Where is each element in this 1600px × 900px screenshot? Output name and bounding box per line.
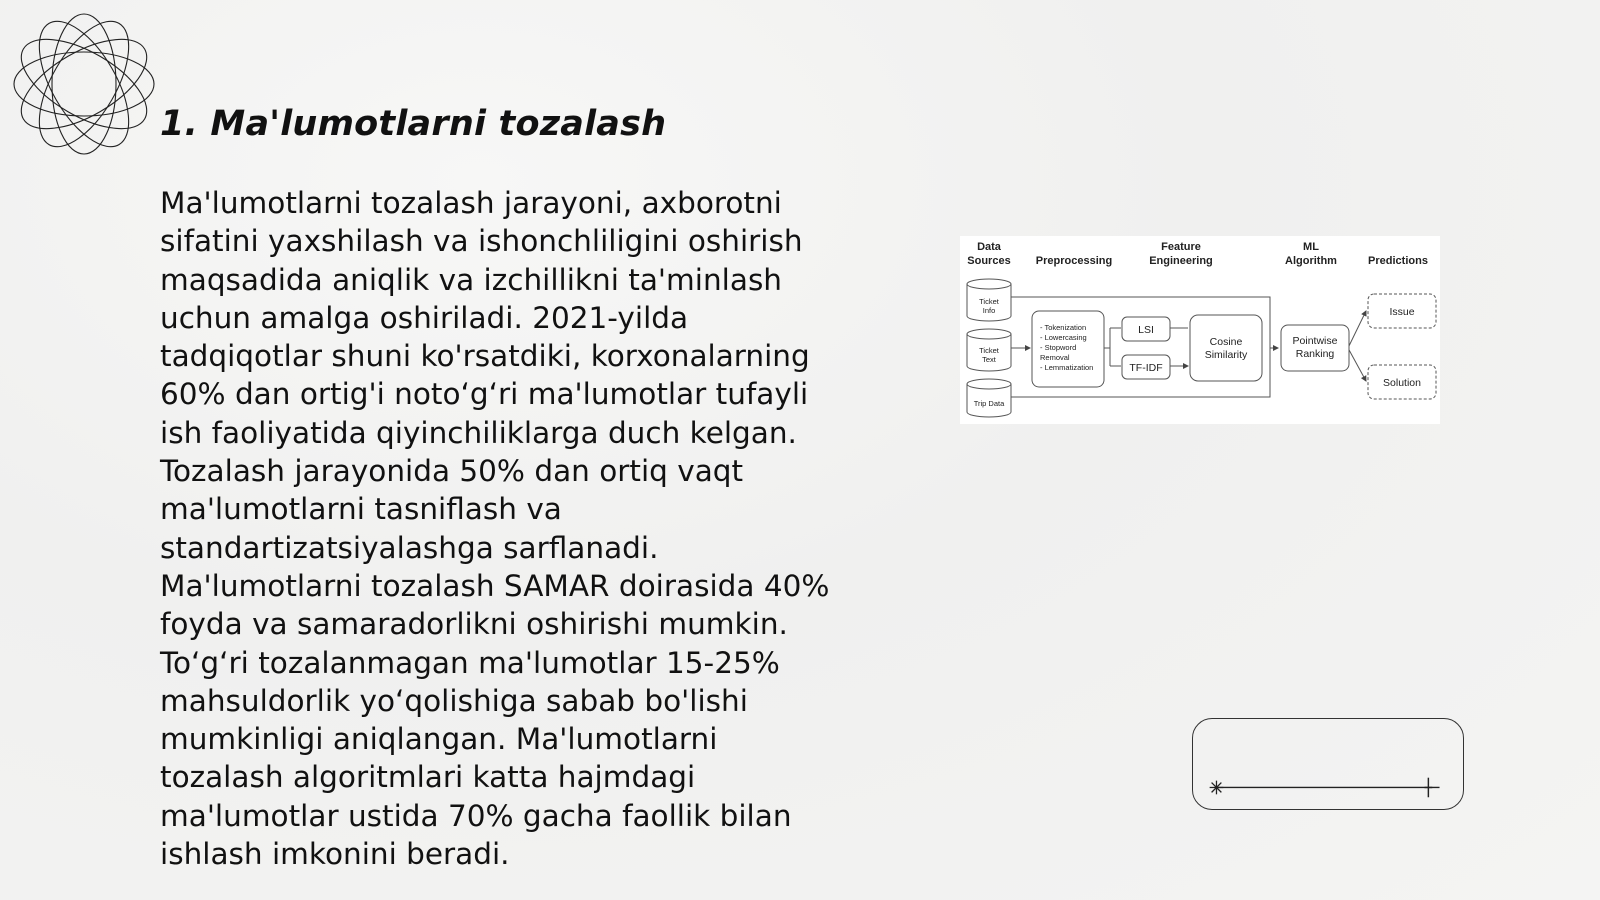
feature-tfidf: TF-IDF xyxy=(1129,362,1163,374)
body-paragraph: Ma'lumotlarni tozalash jarayoni, axborotni sifatini yaxshilash va ishonchliligini oshirish maqsadida aniqlik va izchillikni ta'minlash uchun amalga oshiriladi. 2021-yilda tadqiqotlar shuni ko'rsatdiki, korxonalarning 60% dan ortig'i noto‘g‘ri ma'lumotlar tufayli ish faoliyatida qiyinchiliklarga duch kelgan. Tozalash jarayonida 50% dan ortiq vaqt ma'lumotlarni tasniflash va standartizatsiyalashga sarflanadi. Ma'lumotlarni tozalash SAMAR doirasida 40% foyda va samaradorlikni oshirishi mumkin. To‘g‘ri tozalanmagan ma'lumotlar 15-25% mahsuldorlik yo‘qolishiga sabab bo'lishi mumkinligi aniqlangan. Ma'lumotlarni tozalash algoritmlari katta hajmdagi ma'lumotlar ustida 70% gacha faollik bilan ishlash imkonini beradi. xyxy=(160,186,830,872)
sparkle-icon xyxy=(1210,781,1224,795)
header-predictions: Predictions xyxy=(1368,255,1428,267)
preprocessing-step: - Lemmatization xyxy=(1040,363,1094,372)
source-trip-data: Trip Data xyxy=(973,399,1005,408)
source-ticket-text-2: Text xyxy=(982,355,996,364)
ml-pointwise: Pointwise xyxy=(1292,335,1338,347)
source-ticket-text: Ticket xyxy=(979,346,999,355)
header-algorithm: Algorithm xyxy=(1285,255,1337,267)
feature-similarity: Similarity xyxy=(1204,349,1248,361)
slide-title: 1. Ma'lumotlarni tozalash xyxy=(160,104,667,144)
source-ticket-info: Ticket xyxy=(979,297,999,306)
preprocessing-step: Removal xyxy=(1040,353,1070,362)
preprocessing-step: - Tokenization xyxy=(1040,323,1087,332)
ml-ranking: Ranking xyxy=(1295,348,1335,360)
database-icon xyxy=(967,379,1011,417)
slider-thumb-icon[interactable] xyxy=(1424,778,1432,798)
source-ticket-info-2: Info xyxy=(982,306,996,315)
header-feature: Feature xyxy=(1161,241,1201,253)
feature-cosine: Cosine xyxy=(1209,336,1243,348)
header-preprocessing: Preprocessing xyxy=(1035,255,1113,267)
header-engineering: Engineering xyxy=(1149,255,1213,267)
header-data-sources: Data xyxy=(977,241,1001,253)
prediction-issue: Issue xyxy=(1389,306,1415,318)
feature-lsi: LSI xyxy=(1138,324,1154,336)
pipeline-diagram xyxy=(960,236,1440,424)
slider-card xyxy=(1192,718,1464,810)
preprocessing-step: - Stopword xyxy=(1040,343,1077,352)
header-data-sources-2: Sources xyxy=(967,255,1011,267)
header-ml: ML xyxy=(1303,241,1319,253)
prediction-solution: Solution xyxy=(1383,377,1421,389)
circle-ornament-icon xyxy=(10,10,158,158)
preprocessing-step: - Lowercasing xyxy=(1040,333,1087,342)
